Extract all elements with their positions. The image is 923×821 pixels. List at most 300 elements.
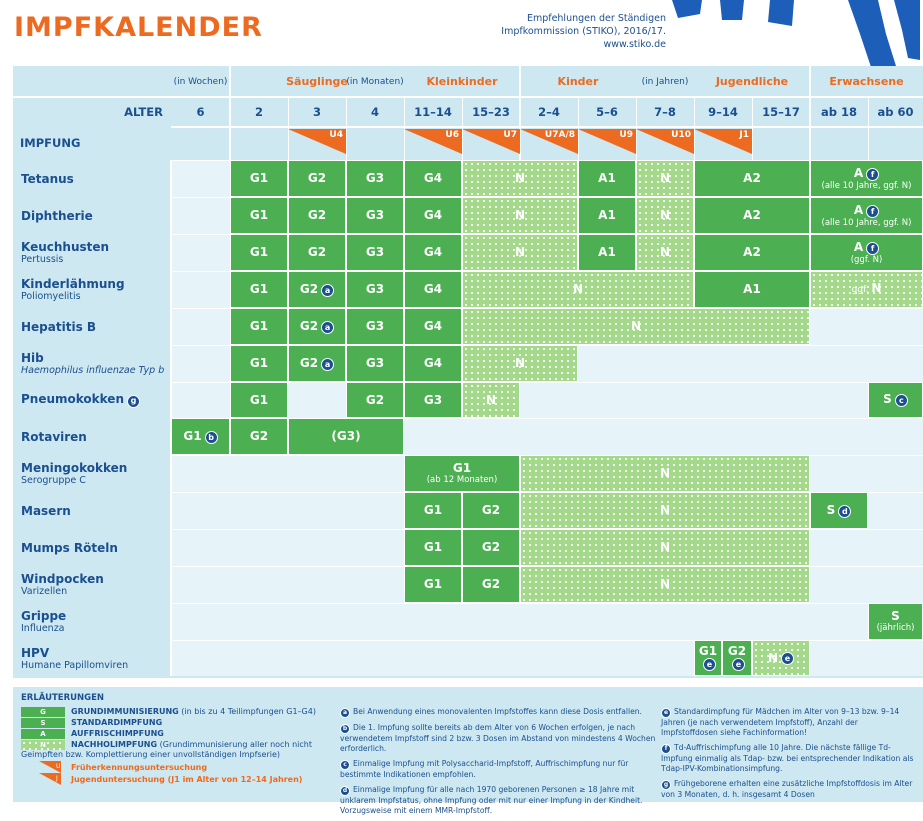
legend-item xyxy=(71,707,316,717)
dose-label xyxy=(366,320,384,333)
dose-code: G4 xyxy=(423,319,443,333)
dose-label xyxy=(573,283,583,296)
dose-code: G2 xyxy=(299,281,319,296)
dose-code: N xyxy=(630,319,642,333)
catch-up-cell xyxy=(520,566,810,603)
legend-item-label: STANDARDIMPFUNG xyxy=(71,718,163,727)
legend-item-label: GRUNDIMMUNISIERUNG xyxy=(71,707,179,716)
dose-label xyxy=(852,282,882,297)
dose-code: G1 xyxy=(249,245,269,259)
vaccine-name: Grippe xyxy=(21,609,67,623)
vaccine-subtitle: Influenza xyxy=(21,623,65,634)
dose-label xyxy=(598,246,616,259)
dose-code: G1 xyxy=(249,282,269,296)
vaccine-name: Pneumokokken g xyxy=(21,392,171,408)
dose-code: N xyxy=(514,171,526,185)
legend-item-label: AUFFRISCHIMPFUNG xyxy=(71,729,164,738)
vaccination-cell xyxy=(404,271,462,308)
age-column-8: 7–8 xyxy=(654,105,676,119)
dose-label xyxy=(366,209,384,222)
dose-label xyxy=(854,204,879,218)
dose-code: G3 xyxy=(365,245,385,259)
footnote-a-badge: a xyxy=(321,358,334,371)
footnote-e-badge: e xyxy=(732,658,745,671)
dose-code: G2 xyxy=(481,577,501,591)
dose-label xyxy=(424,246,442,259)
dose-code: G4 xyxy=(423,282,443,296)
vaccine-subtitle: Pertussis xyxy=(21,254,64,265)
age-column-12: ab 60 xyxy=(877,105,914,119)
exam-u10-marker xyxy=(636,129,694,154)
dose-label xyxy=(250,172,268,185)
vaccination-cell xyxy=(404,308,462,345)
dose-label xyxy=(300,320,334,334)
dose-code: G2 xyxy=(365,392,385,407)
catch-up-cell xyxy=(462,160,578,197)
header-line xyxy=(13,96,923,98)
vaccination-cell xyxy=(230,382,288,418)
dose-code: G1 xyxy=(249,319,269,333)
dose-note: (jährlich) xyxy=(876,623,915,633)
legend-swatch-n: N xyxy=(21,740,65,750)
dose-code: G1 xyxy=(423,503,443,517)
vaccination-cell xyxy=(810,160,923,197)
footnote-text: Td-Auffrischimpfung alle 10 Jahre. Die nächste fällige Td-Impfung einmalig als Tdap- bzw. bei entsprechender Indikation als Tdap-IPV-Kombinationsimpfung. xyxy=(661,743,914,773)
vaccination-cell xyxy=(230,418,288,455)
row-label-mumps-röteln xyxy=(13,529,171,566)
age-column-7: 5–6 xyxy=(596,105,618,119)
exam-label: U7 xyxy=(503,130,517,140)
exam-u4-marker xyxy=(288,129,346,154)
row-label-hepatitis-b xyxy=(13,308,171,345)
vaccination-cell xyxy=(288,160,346,197)
dose-label xyxy=(300,357,334,371)
dose-note: (ab 12 Monaten) xyxy=(426,475,498,485)
dose-code: (G3) xyxy=(331,429,361,443)
vaccination-cell xyxy=(578,160,636,197)
vaccination-cell xyxy=(346,345,404,382)
dose-code: G2 xyxy=(481,540,501,554)
age-unit-wochen: (in Wochen) xyxy=(173,76,228,87)
dose-code: G1 xyxy=(249,356,269,370)
dose-code: G1 xyxy=(249,171,269,185)
dose-label xyxy=(250,430,268,443)
vaccine-name: Hib xyxy=(21,351,44,365)
dose-label xyxy=(424,578,442,591)
dose-code: N xyxy=(659,540,671,554)
vaccination-cell xyxy=(694,234,810,271)
vaccine-name: Hepatitis B xyxy=(21,319,97,334)
dose-label xyxy=(515,172,525,185)
row-label-hpv xyxy=(13,640,171,676)
dose-label xyxy=(424,541,442,554)
vaccine-name: Mumps Röteln xyxy=(21,540,118,555)
footnote-text: Die 1. Impfung sollte bereits ab dem Alter von 6 Wochen erfolgen, je nach verwendetem Impfstoff sind 2 bzw. 3 Dosen im Abstand von mindestens 4 Wochen erforderlich. xyxy=(340,723,656,753)
footnote-a-badge: a xyxy=(321,284,334,297)
dose-label xyxy=(366,394,384,407)
dose-label xyxy=(366,283,384,296)
dose-code: G1 xyxy=(423,540,443,554)
dose-label xyxy=(660,172,670,185)
hpv-g1-cell xyxy=(694,640,722,676)
exam-label: U6 xyxy=(445,130,459,140)
footnote-f-badge: f xyxy=(866,242,879,255)
vaccination-cell xyxy=(578,234,636,271)
vaccine-name: Windpocken xyxy=(21,572,104,586)
exam-u-icon xyxy=(39,761,61,773)
vaccination-cell xyxy=(810,234,923,271)
dose-code: G2 xyxy=(307,208,327,222)
age-column-11: ab 18 xyxy=(821,105,857,119)
dose-label xyxy=(250,357,268,370)
vaccination-cell xyxy=(230,271,288,308)
dose-label xyxy=(482,504,500,517)
source-note xyxy=(480,12,666,51)
dose-label xyxy=(883,393,908,407)
vaccine-subtitle: Varizellen xyxy=(21,586,68,597)
dose-label xyxy=(424,357,442,370)
legend-item-detail: (Grundimmunisierung aller noch nicht xyxy=(157,740,312,749)
vaccination-cell xyxy=(346,234,404,271)
vaccination-cell xyxy=(288,271,346,308)
dose-label xyxy=(366,357,384,370)
dose-label: G2 xyxy=(727,644,747,658)
vaccine-name: Masern xyxy=(21,503,71,518)
footnote-f-badge: f xyxy=(866,205,879,218)
footnote-c-badge: c xyxy=(340,760,350,770)
exam-label: U9 xyxy=(619,130,633,140)
row-label-masern xyxy=(13,492,171,529)
footnote-e-badge: e xyxy=(781,652,794,665)
dose-label xyxy=(660,541,670,554)
exam-j1-marker xyxy=(694,129,752,154)
legend-item-detail: (in bis zu 4 Teilimpfungen G1–G4) xyxy=(178,707,316,716)
age-column-4: 11–14 xyxy=(414,105,452,119)
vaccination-cell xyxy=(462,529,520,566)
age-column-3: 4 xyxy=(370,105,379,119)
legend-exam-j: Jugenduntersuchung (J1 im Alter von 12–14 Jahren) xyxy=(71,775,303,784)
vaccination-cell xyxy=(288,234,346,271)
catch-up-cell xyxy=(636,197,694,234)
footnote-g-badge: g xyxy=(661,780,671,790)
vaccination-cell xyxy=(694,271,810,308)
dose-label xyxy=(424,283,442,296)
vaccination-cell xyxy=(230,308,288,345)
vaccination-cell xyxy=(462,566,520,603)
dose-label xyxy=(827,504,852,518)
svg-text:U: U xyxy=(56,763,61,770)
dose-label xyxy=(660,578,670,591)
row-label-kinderlähmung xyxy=(13,271,171,308)
dose-code: G1 xyxy=(249,208,269,222)
vaccine-subtitle: Poliomyelitis xyxy=(21,291,81,302)
age-column-5: 15–23 xyxy=(472,105,510,119)
vaccination-cell xyxy=(404,160,462,197)
catch-up-cell xyxy=(636,234,694,271)
row-label-grippe xyxy=(13,603,171,640)
dose-code: G3 xyxy=(365,171,385,185)
footnote-g xyxy=(661,779,916,800)
source-line: Impfkommission (STIKO), 2016/17. xyxy=(501,26,666,37)
catch-up-cell xyxy=(810,271,923,308)
dose-code: S xyxy=(891,609,900,623)
dose-label xyxy=(660,504,670,517)
vaccination-cell xyxy=(404,382,462,418)
dose-label xyxy=(891,610,900,623)
dose-note: (alle 10 Jahre, ggf. N) xyxy=(821,217,912,228)
legend-heading: ERLÄUTERUNGEN xyxy=(21,693,105,703)
dose-code: G2 xyxy=(307,171,327,185)
vaccination-cell xyxy=(694,197,810,234)
footnote-f-badge: f xyxy=(661,744,671,754)
hpv-g2-cell xyxy=(722,640,752,676)
legend-item xyxy=(71,729,164,739)
age-group-kinder: Kinder xyxy=(557,75,599,88)
dose-label xyxy=(308,209,326,222)
dose-label xyxy=(331,430,360,443)
dose-code: N xyxy=(572,282,584,296)
impfung-label: IMPFUNG xyxy=(20,136,81,150)
age-unit-monate: (in Monaten) xyxy=(346,76,404,87)
dose-code: G3 xyxy=(423,392,443,407)
catch-up-cell xyxy=(462,382,520,418)
vaccination-cell xyxy=(171,418,230,455)
dose-code: N xyxy=(659,503,671,517)
footnote-g-badge: g xyxy=(127,395,140,408)
dose-label xyxy=(424,504,442,517)
dose-code: G2 xyxy=(481,503,501,517)
vaccination-cell xyxy=(404,529,462,566)
dose-label xyxy=(515,209,525,222)
dose-code: N xyxy=(659,245,671,259)
dose-code: N xyxy=(514,208,526,222)
vaccination-cell xyxy=(404,455,520,492)
dose-label xyxy=(486,394,496,407)
vaccine-name: Kinderlähmung xyxy=(21,277,125,291)
row-label-diphtherie xyxy=(13,197,171,234)
dose-code: G2 xyxy=(249,429,269,443)
vaccination-cell xyxy=(810,197,923,234)
dose-code: A xyxy=(853,202,864,217)
page-title: IMPFKALENDER xyxy=(14,12,263,43)
dose-label xyxy=(743,172,761,185)
dose-label xyxy=(660,246,670,259)
legend-swatch-a: A xyxy=(21,729,65,739)
dose-label xyxy=(453,462,471,475)
age-column-10: 15–17 xyxy=(762,105,800,119)
dose-code: G3 xyxy=(365,356,385,370)
dose-code: G4 xyxy=(423,245,443,259)
footnote-text: Einmalige Impfung für alle nach 1970 geborenen Personen ≥ 18 Jahre mit unklarem Impfstatus, ohne Impfung oder mit nur einer Impfung in der Kindheit. Vorzugsweise mit einem MMR-Impfstoff. xyxy=(340,785,643,815)
footnotes-left xyxy=(340,707,660,821)
footnotes-right xyxy=(661,707,916,805)
vaccination-cell xyxy=(346,197,404,234)
dose-code: A2 xyxy=(743,208,761,222)
alter-label: ALTER xyxy=(124,105,163,119)
vaccine-subtitle: Serogruppe C xyxy=(21,475,86,486)
dose-label: G1 xyxy=(698,644,718,658)
dose-code: G3 xyxy=(365,282,385,296)
row-label-keuchhusten xyxy=(13,234,171,271)
dose-label xyxy=(660,209,670,222)
age-column-9: 9–14 xyxy=(708,105,738,119)
source-line: Empfehlungen der Ständigen xyxy=(526,13,666,24)
age-group-kleinkinder: Kleinkinder xyxy=(426,75,498,88)
vaccination-cell xyxy=(404,566,462,603)
dose-code: A1 xyxy=(598,245,616,259)
dose-code: A1 xyxy=(743,282,761,296)
catch-up-cell xyxy=(462,234,578,271)
catch-up-cell xyxy=(520,455,810,492)
footnote-b xyxy=(340,723,660,754)
dose-code: N xyxy=(659,577,671,591)
vaccination-cell xyxy=(346,382,404,418)
vaccination-cell xyxy=(288,418,404,455)
dose-code: N xyxy=(514,356,526,370)
vaccine-name: Meningokokken xyxy=(21,461,128,475)
dose-code: G4 xyxy=(423,356,443,370)
vaccination-cell xyxy=(346,160,404,197)
catch-up-cell xyxy=(636,160,694,197)
dose-label xyxy=(854,241,879,255)
legend-item-label: NACHHOLIMPFUNG xyxy=(71,740,158,749)
dose-label xyxy=(250,246,268,259)
dose-label xyxy=(854,167,879,181)
dose-label xyxy=(482,541,500,554)
dose-code: G3 xyxy=(365,208,385,222)
footnote-c xyxy=(340,759,660,780)
vaccination-cell xyxy=(404,197,462,234)
row-label-tetanus xyxy=(13,160,171,197)
dose-note: (alle 10 Jahre, ggf. N) xyxy=(821,180,912,191)
dose-label xyxy=(366,172,384,185)
legend-panel xyxy=(13,687,923,815)
dose-code: G3 xyxy=(365,319,385,333)
dose-label xyxy=(482,578,500,591)
age-unit-jahre: (in Jahren) xyxy=(641,76,689,87)
dose-label xyxy=(598,172,616,185)
age-column-6: 2–4 xyxy=(538,105,560,119)
dose-label xyxy=(366,246,384,259)
dose-code: N xyxy=(659,171,671,185)
dose-code: G4 xyxy=(423,171,443,185)
dose-code: G2 xyxy=(299,318,319,333)
vaccination-cell xyxy=(230,234,288,271)
dose-label xyxy=(743,283,761,296)
row-label-meningokokken xyxy=(13,455,171,492)
dose-label xyxy=(300,283,334,297)
dose-code: N xyxy=(514,245,526,259)
age-group-jugendliche: Jugendliche xyxy=(715,75,789,88)
dose-code: A xyxy=(853,239,864,254)
dose-label xyxy=(250,283,268,296)
vaccination-cell xyxy=(288,197,346,234)
vaccination-cell xyxy=(868,382,923,418)
exam-u6-marker xyxy=(404,129,462,154)
footnote-b-badge: b xyxy=(340,724,350,734)
row-background xyxy=(171,603,923,640)
footnote-f-badge: f xyxy=(866,168,879,181)
vaccination-cell xyxy=(288,308,346,345)
footnote-e-badge: e xyxy=(703,658,716,671)
vaccination-cell xyxy=(810,492,868,529)
vaccination-cell xyxy=(868,603,923,640)
dose-code: G2 xyxy=(299,355,319,370)
vaccine-name: Diphtherie xyxy=(21,208,93,223)
legend-exam-u: Früherkennungsuntersuchung xyxy=(71,763,208,772)
decorative-figure-illustration xyxy=(672,0,923,74)
dose-label xyxy=(743,246,761,259)
dose-code: A1 xyxy=(598,171,616,185)
dose-code: G1 xyxy=(183,428,202,443)
dose-label xyxy=(631,320,641,333)
dose-label xyxy=(660,467,670,480)
dose-label xyxy=(424,394,442,407)
exam-u7a-8-marker xyxy=(520,129,578,154)
legend-item-detail: Geimpften bzw. Komplettierung einer unvollständigen Impfserie) xyxy=(21,750,281,759)
exam-label: U7A/8 xyxy=(544,130,575,140)
row-label-hib xyxy=(13,345,171,382)
catch-up-cell xyxy=(462,345,578,382)
dose-code: G1 xyxy=(423,577,443,591)
source-url: www.stiko.de xyxy=(603,39,666,50)
dose-code: S xyxy=(826,502,836,517)
vaccine-name: Tetanus xyxy=(21,171,74,186)
svg-text:J: J xyxy=(56,775,58,782)
vaccination-cell xyxy=(462,492,520,529)
vaccination-cell xyxy=(288,345,346,382)
age-column-0: 6 xyxy=(196,105,205,119)
footnote-text: Einmalige Impfung mit Polysaccharid-Impfstoff, Auffrischimpfung nur für bestimmte Indikationen empfohlen. xyxy=(340,759,629,779)
dose-note: (ggf. N) xyxy=(850,254,883,265)
age-group-saeuglinge: Säuglinge xyxy=(286,75,348,88)
catch-up-cell xyxy=(462,308,810,345)
row-background xyxy=(171,640,923,676)
dose-label xyxy=(308,246,326,259)
dose-code: N xyxy=(485,392,497,407)
footnote-c-badge: c xyxy=(895,394,908,407)
vaccination-cell xyxy=(230,160,288,197)
age-column-1: 2 xyxy=(254,105,263,119)
dose-label xyxy=(250,394,268,407)
row-label-windpocken xyxy=(13,566,171,603)
footnote-text: Bei Anwendung eines monovalenten Impfstoffes kann diese Dosis entfallen. xyxy=(353,707,642,716)
vaccination-cell xyxy=(230,345,288,382)
age-group-erwachsene: Erwachsene xyxy=(829,75,904,88)
dose-code: G4 xyxy=(423,208,443,222)
exam-label: U10 xyxy=(671,130,691,140)
vaccine-name: HPV xyxy=(21,645,50,660)
footnote-d-badge: d xyxy=(838,505,851,518)
vaccination-cell xyxy=(346,271,404,308)
vaccine-name: Keuchhusten xyxy=(21,240,110,254)
vaccination-cell xyxy=(578,197,636,234)
dose-label xyxy=(515,246,525,259)
dose-code: N xyxy=(659,208,671,222)
legend-swatch-s: S xyxy=(21,718,65,728)
catch-up-cell xyxy=(520,492,810,529)
catch-up-cell xyxy=(462,197,578,234)
catch-up-cell xyxy=(462,271,694,308)
hpv-n-cell xyxy=(752,640,810,676)
footnote-f xyxy=(661,743,916,774)
dose-label xyxy=(250,320,268,333)
dose-code: A2 xyxy=(743,171,761,185)
footnote-text: Frühgeborene erhalten eine zusätzliche Impfstoffdosis im Alter von 3 Monaten, d. h. insgesamt 4 Dosen xyxy=(661,779,913,799)
row-label-rotaviren xyxy=(13,418,171,455)
exam-j-icon xyxy=(39,773,61,785)
dose-label: N xyxy=(767,650,779,665)
